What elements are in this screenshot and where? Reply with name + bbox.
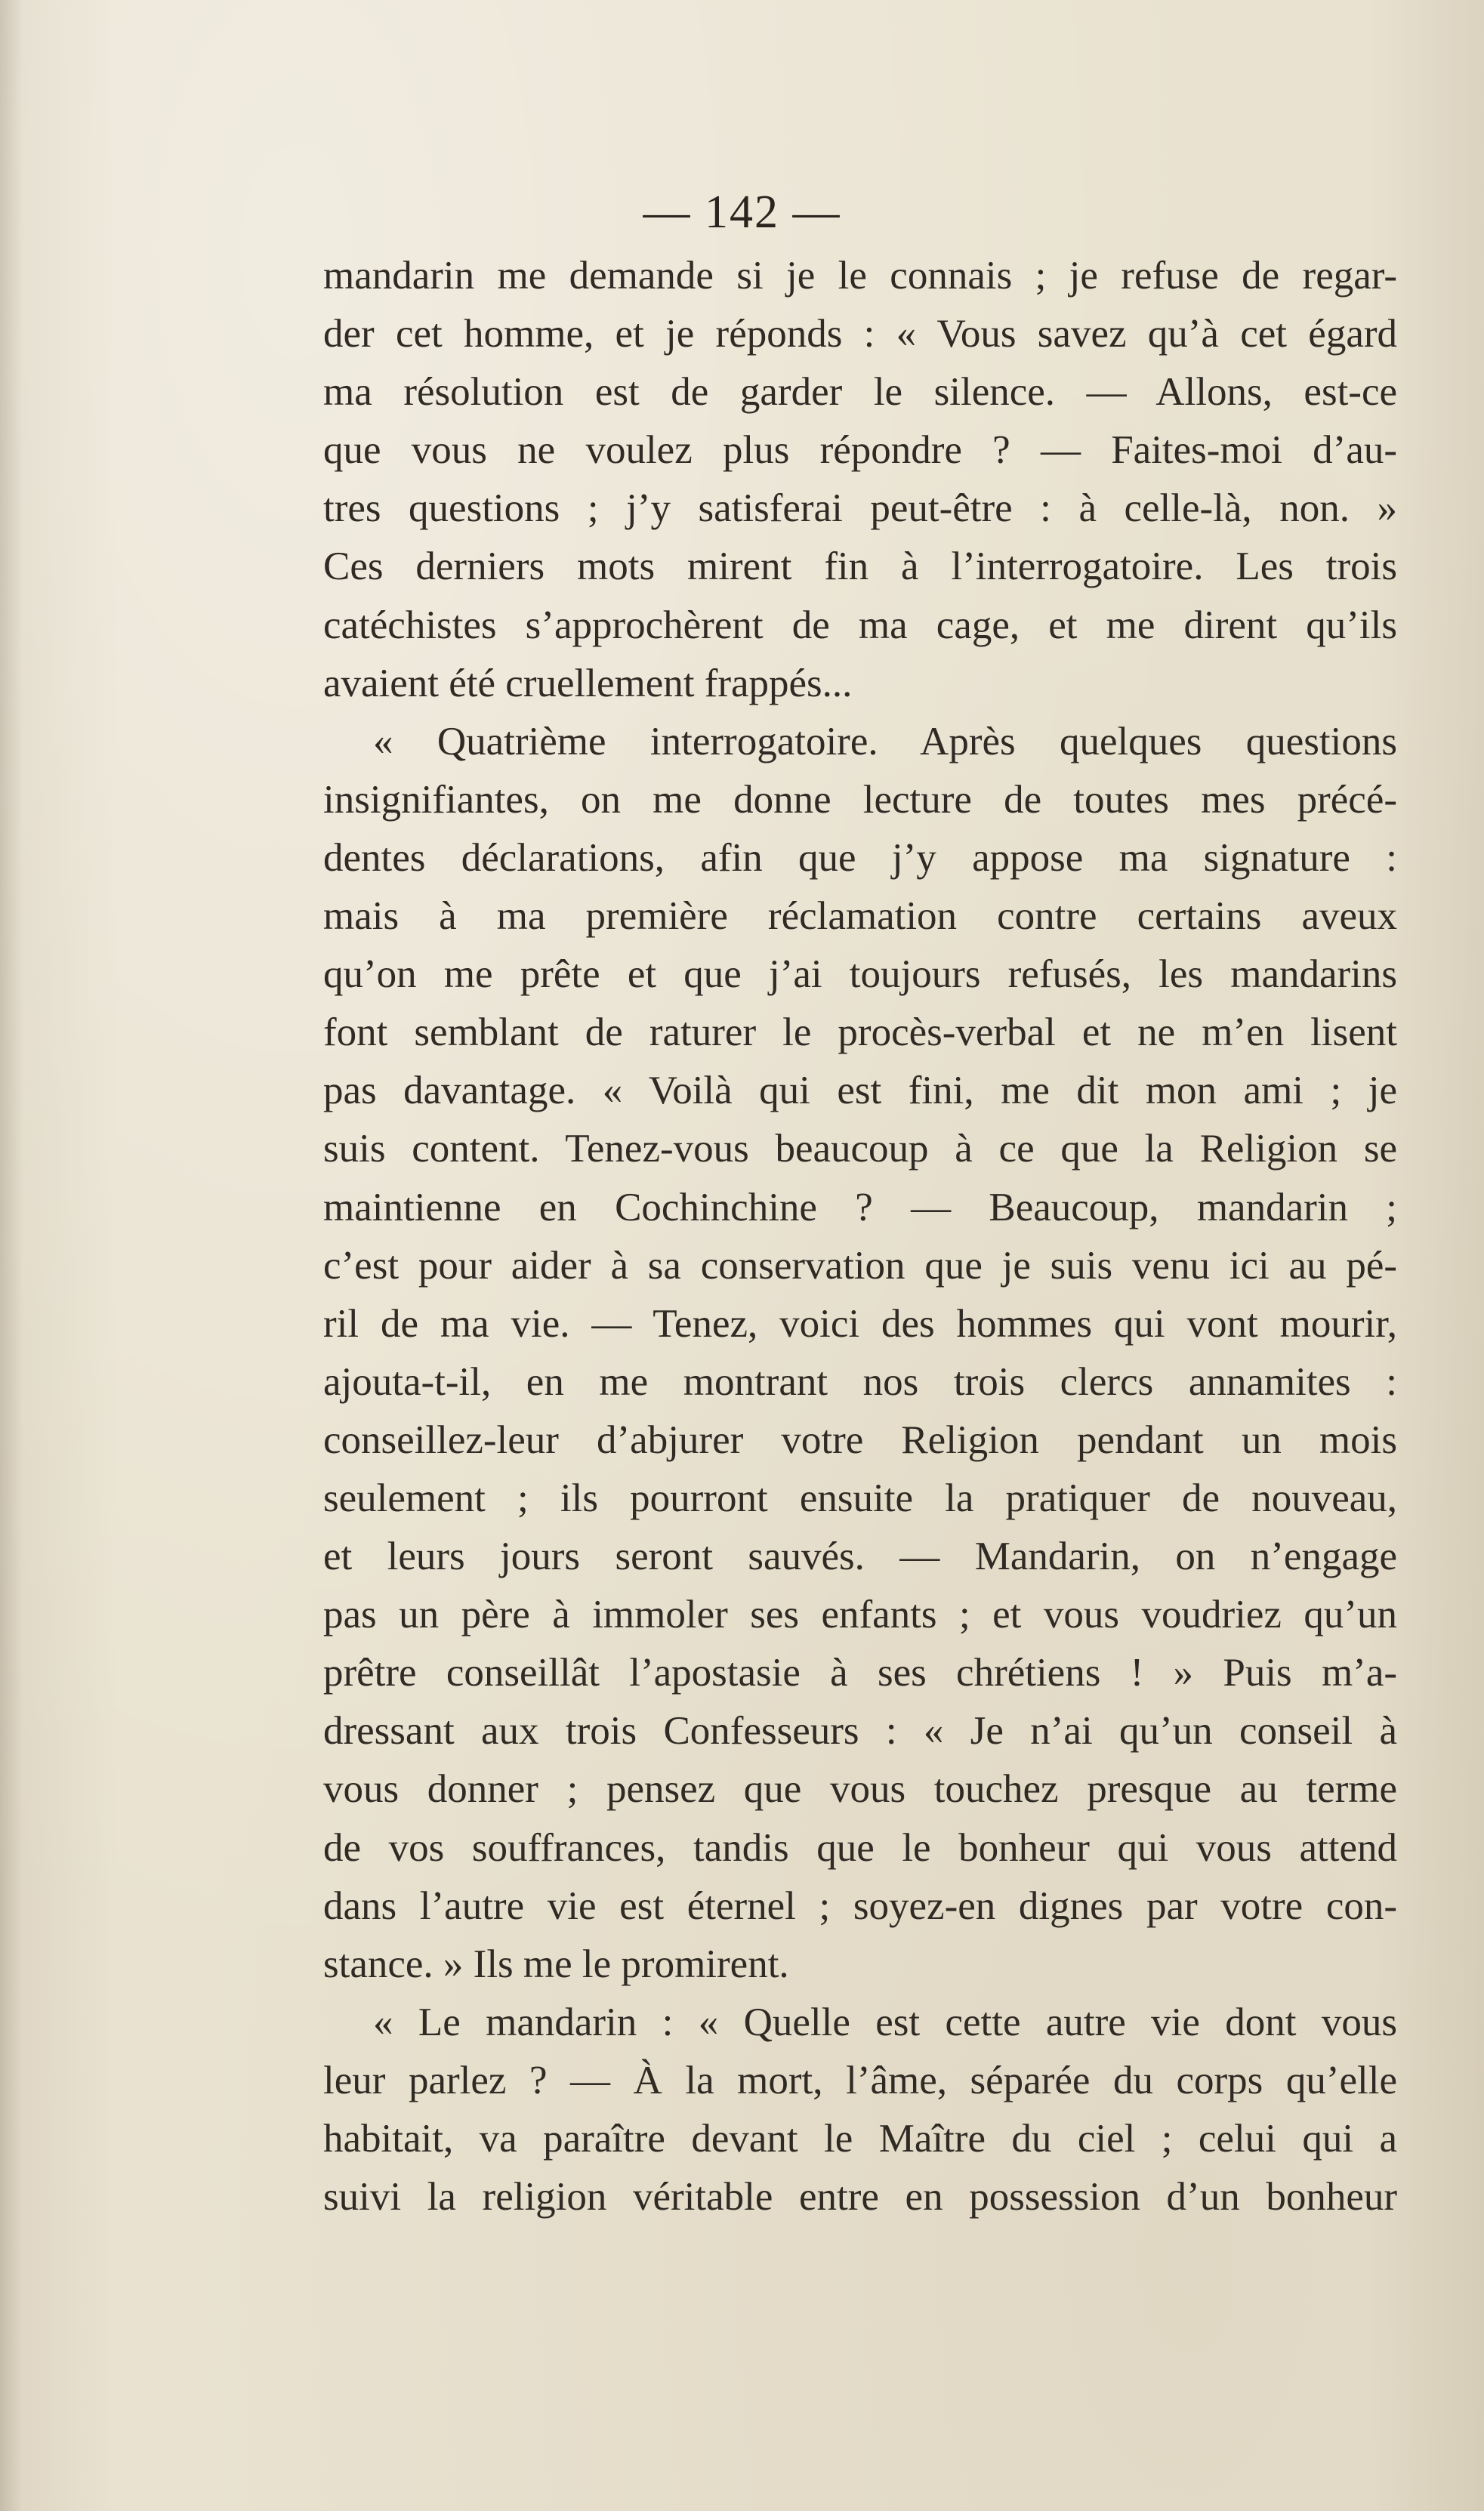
text-line: dans l’autre vie est éternel ; soyez-en dignes par votre con-: [323, 1883, 1397, 1928]
text-line: ajouta-t-il, en me montrant nos trois clercs annamites :: [323, 1359, 1397, 1404]
text-line: stance. » Ils me le promirent.: [323, 1942, 789, 1986]
text-line: dressant aux trois Confesseurs : « Je n’ai qu’un conseil à: [323, 1709, 1397, 1754]
text-line: suivi la religion véritable entre en possession d’un bonheur: [323, 2175, 1397, 2219]
text-line: der cet homme, et je réponds : « Vous savez qu’à cet égard: [323, 312, 1397, 356]
text-line: mais à ma première réclamation contre certains aveux: [323, 894, 1397, 939]
text-line: tres questions ; j’y satisferai peut-être : à celle-là, non. »: [323, 486, 1397, 531]
text-line: conseillez-leur d’abjurer votre Religion pendant un mois: [323, 1417, 1397, 1462]
text-line: habitait, va paraître devant le Maître du ciel ; celui qui a: [323, 2117, 1397, 2161]
text-line: prêtre conseillât l’apostasie à ses chrétiens ! » Puis m’a-: [323, 1651, 1397, 1695]
text-line: pas davantage. « Voilà qui est fini, me dit mon ami ; je: [323, 1069, 1397, 1113]
text-line: et leurs jours seront sauvés. — Mandarin, on n’engage: [323, 1535, 1397, 1579]
text-line: avaient été cruellement frappés...: [323, 661, 853, 705]
text-line: insignifiantes, on me donne lecture de toutes mes précé-: [323, 777, 1397, 822]
text-line: suis content. Tenez-vous beaucoup à ce que la Religion se: [323, 1127, 1397, 1171]
text-line: « Le mandarin : « Quelle est cette autre vie dont vous: [373, 2000, 1397, 2044]
text-line: vous donner ; pensez que vous touchez presque au terme: [323, 1767, 1397, 1812]
text-line: de vos souffrances, tandis que le bonheur qui vous attend: [323, 1825, 1397, 1870]
page-gutter-shadow: [0, 0, 23, 2511]
text-line: Ces derniers mots mirent fin à l’interrogatoire. Les trois: [323, 544, 1397, 589]
text-line: ril de ma vie. — Tenez, voici des hommes qui vont mourir,: [323, 1301, 1397, 1346]
text-line: pas un père à immoler ses enfants ; et vous voudriez qu’un: [323, 1593, 1397, 1637]
text-line: ma résolution est de garder le silence. — Allons, est-ce: [323, 370, 1397, 415]
text-line: maintienne en Cochinchine ? — Beaucoup, mandarin ;: [323, 1185, 1397, 1229]
body-text: [323, 247, 1397, 2226]
text-line: que vous ne voulez plus répondre ? — Faites-moi d’au-: [323, 428, 1397, 473]
page-number: — 142 —: [643, 187, 841, 238]
text-line: dentes déclarations, afin que j’y appose ma signature :: [323, 835, 1397, 880]
text-line: catéchistes s’approchèrent de ma cage, et me dirent qu’ils: [323, 603, 1397, 647]
text-line: qu’on me prête et que j’ai toujours refusés, les mandarins: [323, 952, 1397, 997]
text-line: mandarin me demande si je le connais ; je refuse de regar-: [323, 254, 1397, 298]
text-line: « Quatrième interrogatoire. Après quelques questions: [373, 719, 1397, 763]
text-line: leur parlez ? — À la mort, l’âme, séparée du corps qu’elle: [323, 2058, 1397, 2102]
text-line: seulement ; ils pourront ensuite la pratiquer de nouveau,: [323, 1476, 1397, 1520]
text-line: c’est pour aider à sa conservation que je suis venu ici au pé-: [323, 1243, 1397, 1288]
text-line: font semblant de raturer le procès-verbal et ne m’en lisent: [323, 1010, 1397, 1055]
